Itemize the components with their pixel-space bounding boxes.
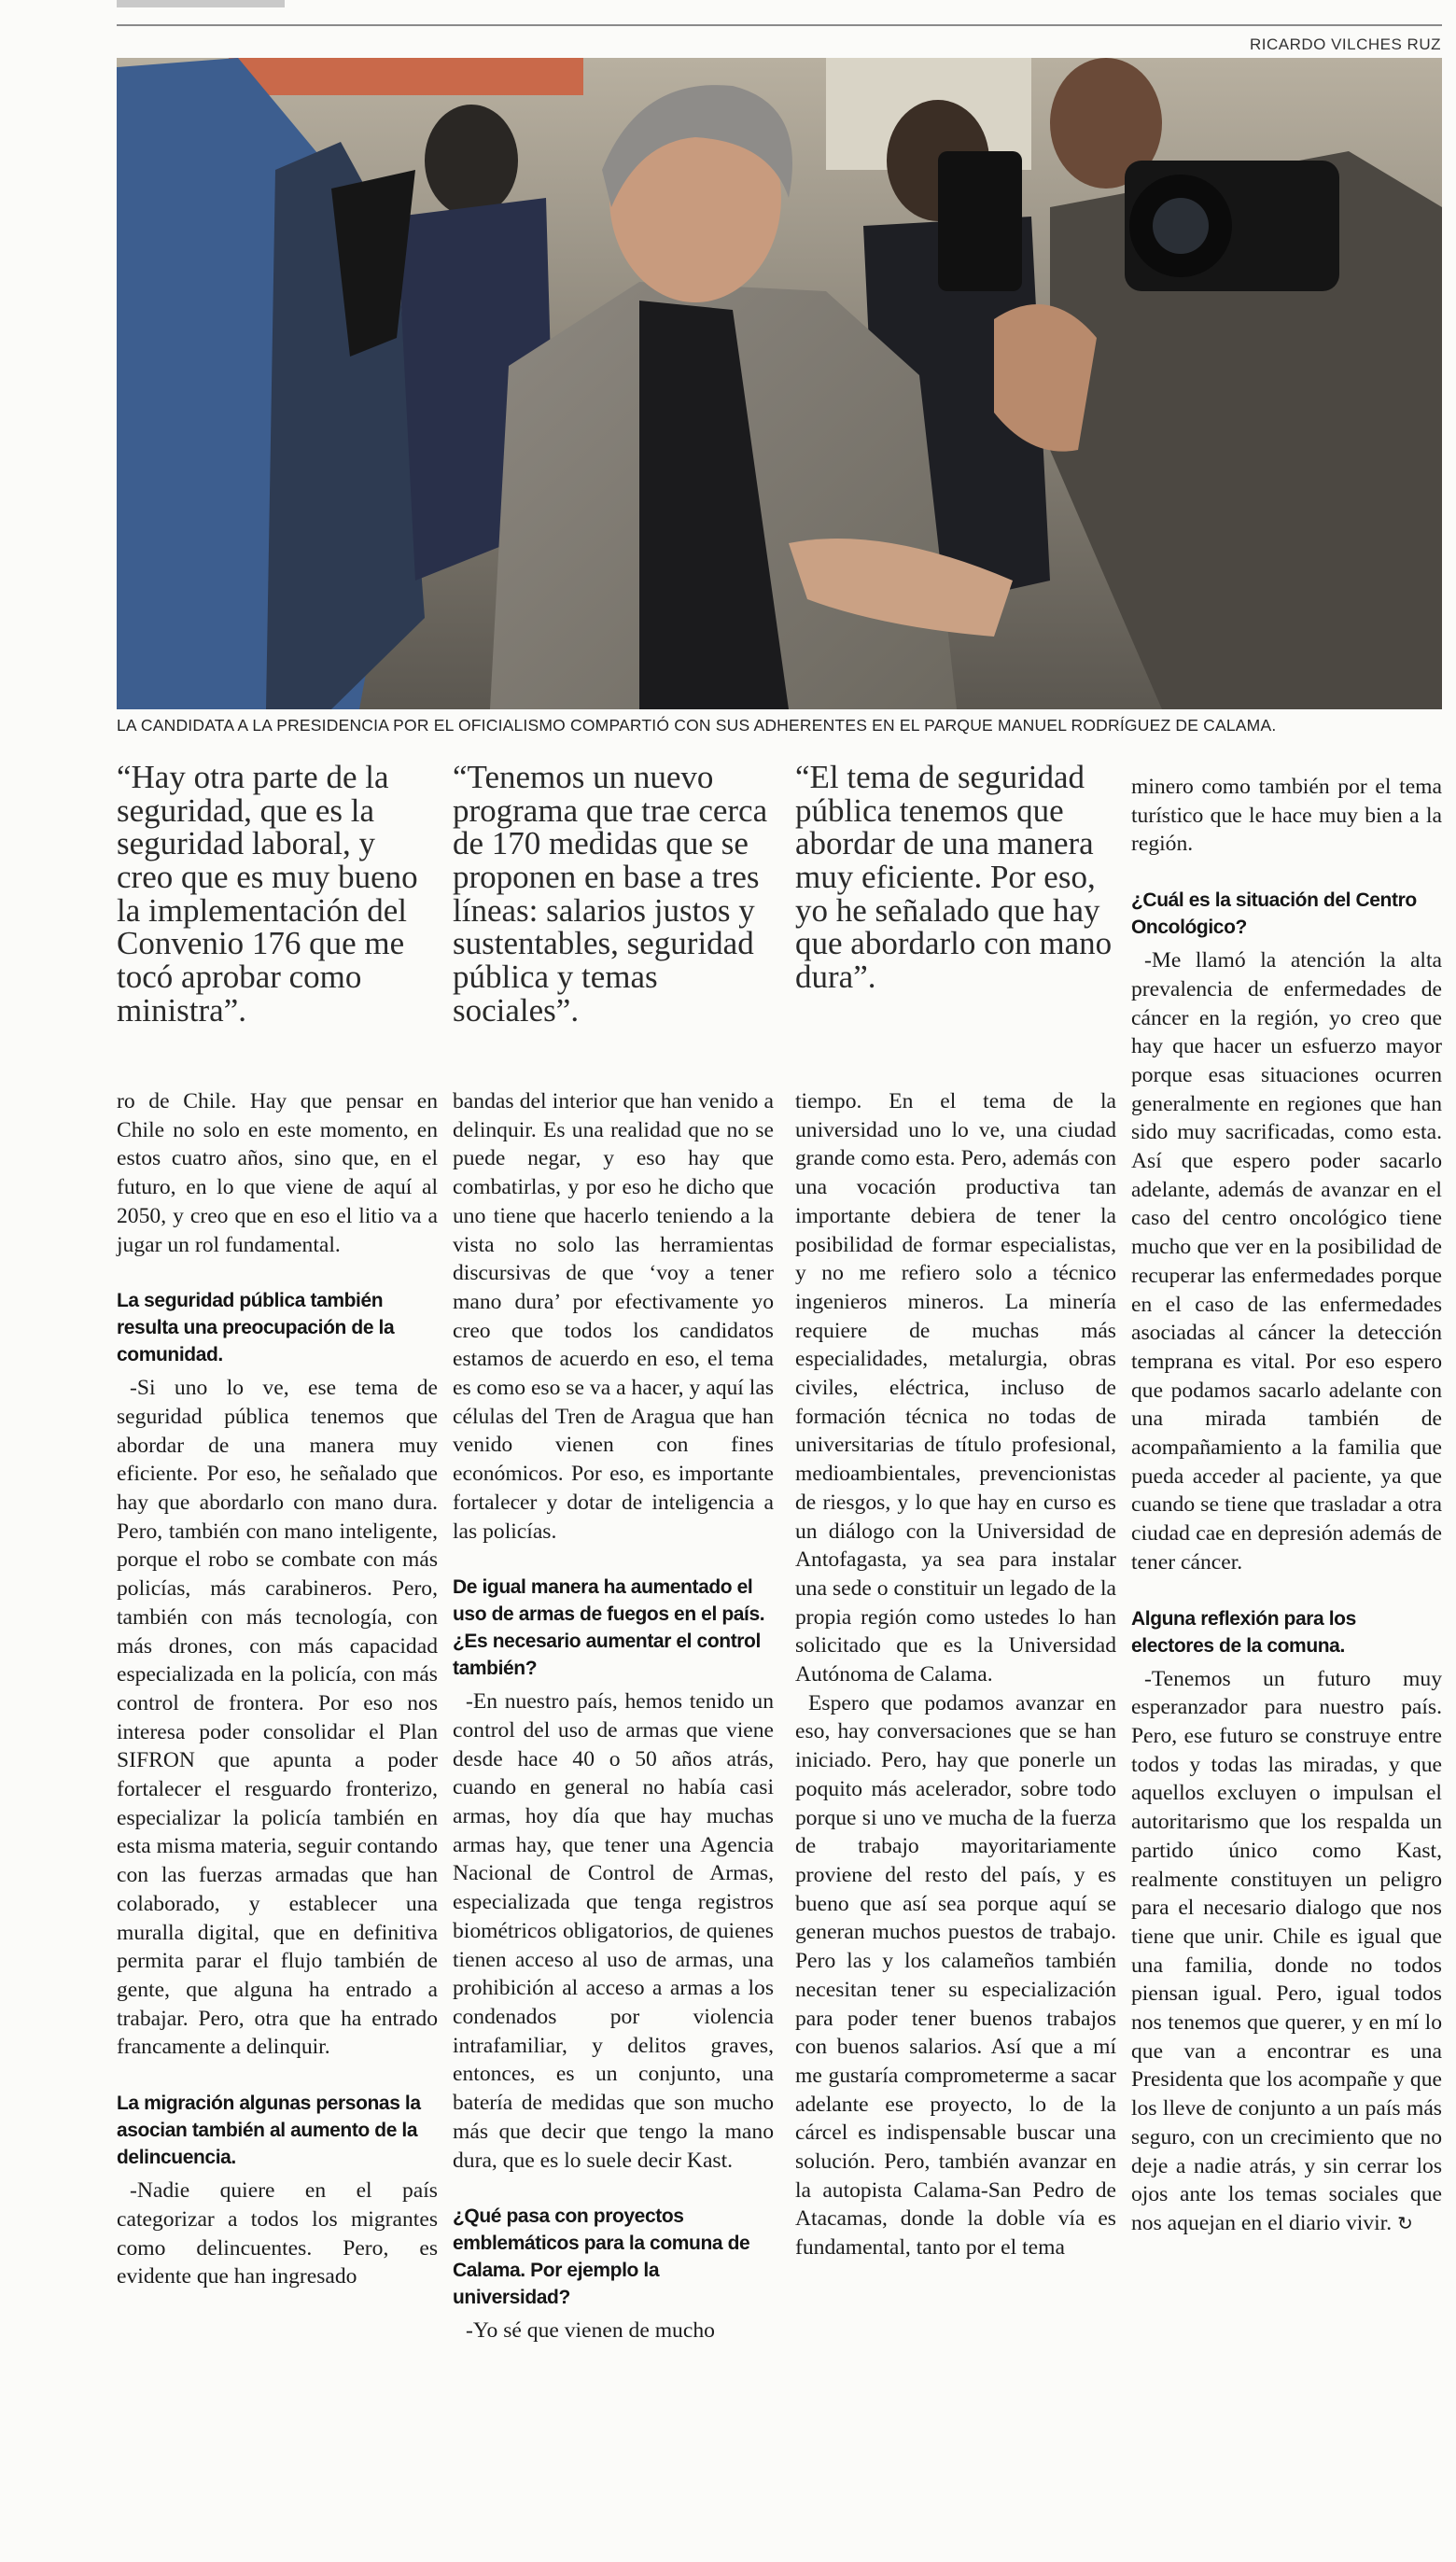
paragraph: -Yo sé que vienen de mucho [466,2318,715,2344]
interview-question: ¿Qué pasa con proyectos emblemáticos para la comuna de Calama. Por ejemplo la universidad? [453,2205,750,2309]
header-rule [117,24,1442,26]
paragraph: Espero que podamos avanzar en eso, hay conversaciones que se han iniciado. Pero, hay que ponerle un poquito más acelerador, sobre todo porque si uno ve mucha de la fuerza de trabajo mayoritariamente proviene del resto del país, y es bueno que así sea porque aquí se generan muchos puestos de trabajo. Pero las y los calameños también necesitan tener su especialización para poder tener buenos trabajos con buenos salarios. Así que a mí me gustaría comprometerme a sacar adelante ese proyecto, lo de la cárcel es indispensable buscar una solución. Pero, también avanzar en la autopista Calama-San Pedro de Atacamas, donde la doble vía es fundamental, tanto por el tema [795,1690,1116,2261]
photo-caption: LA CANDIDATA A LA PRESIDENCIA POR EL OFICIALISMO COMPARTIÓ CON SUS ADHERENTES EN EL PARQUE MANUEL RODRÍGUEZ DE CALAMA. [117,716,1277,735]
paragraph: ro de Chile. Hay que pensar en Chile no solo en este momento, en estos cuatro años, sino que, en el futuro, en lo que viene de aquí al 2050, y creo que en eso el litio va a jugar un rol fundamental. [117,1089,438,1257]
pull-quote-3: “El tema de seguridad pública tenemos que abordar de una manera muy eficiente. Por eso, yo he señalado que hay que abordarlo con mano dura”. [795,759,1113,996]
interview-question: La seguridad pública también resulta una preocupación de la comunidad. [117,1290,395,1366]
interview-question: ¿Cuál es la situación del Centro Oncológico? [1131,889,1417,939]
paragraph: -Si uno lo ve, ese tema de seguridad pública tenemos que abordar de una manera muy eficiente. Por eso, he señalado que hay que abordarlo con mano dura. Pero, también con mano inteligente, porque el robo se combate con más policías, más carabineros. Pero, también con más tecnología, con más drones, con más capacidad especializada en la policía, con más control de frontera. Por eso nos interesa poder consolidar el Plan SIFRON que apunta a poder fortalecer el resguardo fronterizo, especializar la policía también en esta misma materia, seguir contando con las fuerzas armadas que han colaborado, y establecer una muralla digital, que en definitiva permita parar el flujo también de gente, que alguna ha entrado a trabajar. Pero, otra que ha entrado francamente a delinquir. [117,1376,438,2060]
paragraph-text: -Tenemos un futuro muy esperanzador para nuestro país. Pero, ese futuro se construye entre todos y todas las miradas, y que aquellos excluyen o impulsan el autoritarismo que los respalda un partido único como Kast, realmente constituyen un peligro para el necesario dialogo que nos tiene que unir. Chile es igual que una familia, donde no todos piensan igual. Pero, igual todos nos tenemos que querer, y en mí lo que van a encontrar es una Presidenta que los acompañe y que los lleve de conjunto a un país más seguro, con un crecimiento que no deje a nadie atrás, y sin cerrar los ojos ante los temas sociales que nos aquejan en el diario vivir. [1131,1666,1442,2235]
photo-credit: RICARDO VILCHES RUZ [1249,35,1441,53]
article-column-3 [795,1087,1116,2262]
article-column-1 [117,1087,438,2291]
interview-question: La migración algunas personas la asocian también al aumento de la delincuencia. [117,2093,421,2169]
pull-quote-1: “Hay otra parte de la seguridad, que es la seguridad laboral, y creo que es muy bueno la implementación del Convenio 176 que me tocó aprobar como ministra”. [117,759,418,1029]
article-column-4 [1131,773,1442,2238]
article-photo [117,58,1442,709]
article-column-2 [453,1087,774,2345]
paragraph: bandas del interior que han venido a delinquir. Es una realidad que no se puede negar, y eso hay que combatirlas, y por eso he dicho que uno tiene que hacerlo teniendo a la vista no solo las herramientas discursivas de que ‘voy a tener mano dura’ por efectivamente yo creo que todos los candidatos estamos de acuerdo en eso, el tema es como eso se va a hacer, y aquí las células del Tren de Aragua que han venido vienen con fines económicos. Por eso, es importante fortalecer y dotar de inteligencia a las policías. [453,1089,774,1544]
interview-question: De igual manera ha aumentado el uso de armas de fuegos en el país. ¿Es necesario aumentar el control también? [453,1576,765,1680]
paragraph: -Me llamó la atención la alta prevalencia de enfermedades de cáncer en la región, yo creo que hay que hacer un esfuerzo mayor porque esas situaciones ocurren generalmente en regiones que han sido muy sacrificadas, como esta. Así que espero poder sacarlo adelante, además de avanzar en el caso del centro oncológico tiene mucho que ver en la posibilidad de recuperar las enfermedades porque en el caso de las enfermedades asociadas al cáncer la detección temprana es vital. Por eso espero que podamos sacarlo adelante con una mirada también de acompañamiento a la familia que pueda acceder al paciente, ya que cuando se tiene que trasladar a otra ciudad cae en depresión además de tener cáncer. [1131,948,1442,1575]
paragraph: tiempo. En el tema de la universidad uno lo ve, una ciudad grande como esta. Pero, además con una vocación productiva tan importante debiera de tener la posibilidad de formar especialistas, y no me refiero solo a técnico ingenieros mineros. La minería requiere de muchas más especialidades, metalurgia, obras civiles, eléctrica, incluso de formación técnica no todas de universitarias de título profesional, medioambientales, prevencionistas de riesgos, y lo que hay en curso es un diálogo con la Universidad de Antofagasta, ya sea para instalar una sede o constituir un legado de la propia región como ustedes lo han solicitado que es la Universidad Autónoma de Calama. [795,1089,1116,1687]
interview-question: Alguna reflexión para los electores de la comuna. [1131,1607,1356,1657]
end-of-article-icon: ↻ [1397,2211,1413,2234]
section-header-mark [117,0,285,7]
paragraph: -Nadie quiere en el país categorizar a todos los migrantes como delincuentes. Pero, es evidente que han ingresado [117,2178,438,2289]
paragraph [1131,1665,1442,2238]
paragraph: -En nuestro país, hemos tenido un control del uso de armas que viene desde hace 40 o 50 años atrás, cuando en general no había casi armas, hoy día que hay muchas armas hay, que tener una Agencia Nacional de Control de Armas, especializada que tenga registros biométricos obligatorios, de quienes tienen acceso al uso de armas, una prohibición al acceso a armas a los condenados por violencia intrafamiliar, y delitos graves, entonces, es un conjunto, una batería de medidas que son mucho más que decir que tengo la mano dura, que es lo suele decir Kast. [453,1689,774,2173]
pull-quote-2: “Tenemos un nuevo programa que trae cerca de 170 medidas que se proponen en base a tres líneas: salarios justos y sustentables, seguridad pública y temas sociales”. [453,759,768,1029]
paragraph: minero como también por el tema turístico que le hace muy bien a la región. [1131,775,1442,857]
